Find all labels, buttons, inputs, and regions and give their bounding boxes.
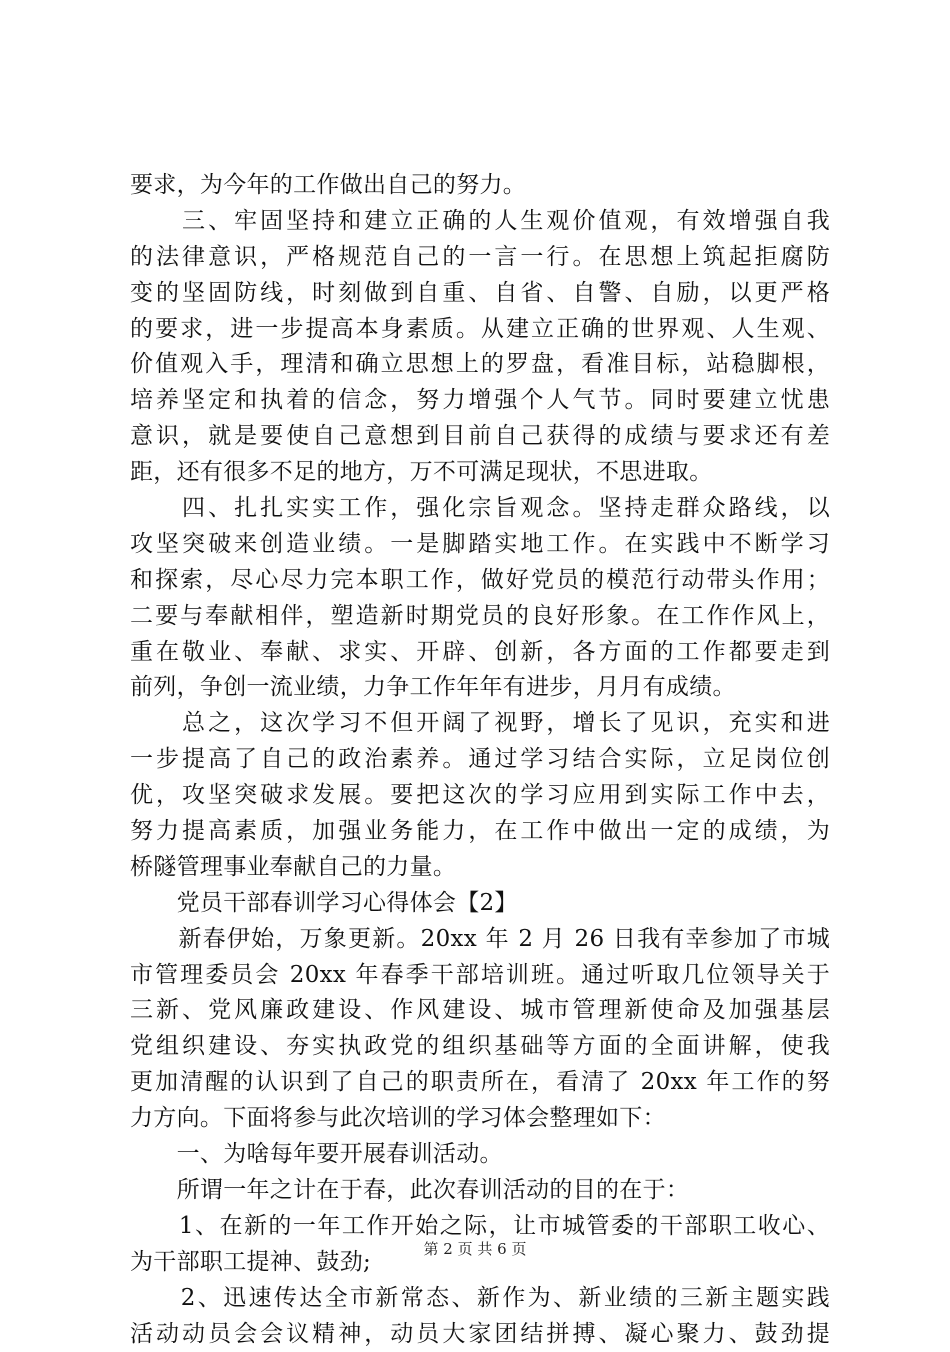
text-line: 攻坚突破来创造业绩。一是脚踏实地工作。在实践中不断学习 [130,527,830,563]
text-line: 为干部职工提神、鼓劲; [130,1245,830,1281]
text-line: 总之，这次学习不但开阔了视野，增长了见识，充实和进 [130,706,830,742]
text-line: 桥隧管理事业奉献自己的力量。 [130,850,830,886]
text-line: 所谓一年之计在于春，此次春训活动的目的在于： [130,1173,830,1209]
text-line: 2、迅速传达全市新常态、新作为、新业绩的三新主题实践 [130,1281,830,1317]
text-line: 距，还有很多不足的地方，万不可满足现状，不思进取。 [130,455,830,491]
text-line: 力方向。下面将参与此次培训的学习体会整理如下： [130,1101,830,1137]
text-line: 二要与奉献相伴，塑造新时期党员的良好形象。在工作作风上， [130,599,830,635]
text-line: 新春伊始，万象更新。20xx 年 2 月 26 日我有幸参加了市城 [130,922,830,958]
text-line: 意识，就是要使自己意想到目前自己获得的成绩与要求还有差 [130,419,830,455]
document-body [130,168,830,1352]
text-line: 三新、党风廉政建设、作风建设、城市管理新使命及加强基层 [130,993,830,1029]
text-line: 要求，为今年的工作做出自己的努力。 [130,168,830,204]
text-line: 市管理委员会 20xx 年春季干部培训班。通过听取几位领导关于 [130,958,830,994]
text-line: 变的坚固防线，时刻做到自重、自省、自警、自励，以更严格 [130,276,830,312]
text-line: 党组织建设、夯实执政党的组织基础等方面的全面讲解，使我 [130,1029,830,1065]
text-line: 党员干部春训学习心得体会【2】 [130,886,830,922]
text-line: 四、扎扎实实工作，强化宗旨观念。坚持走群众路线，以 [130,491,830,527]
text-line: 一步提高了自己的政治素养。通过学习结合实际，立足岗位创 [130,742,830,778]
text-line: 活动动员会会议精神，动员大家团结拼搏、凝心聚力、鼓劲提 [130,1317,830,1352]
text-line: 前列，争创一流业绩，力争工作年年有进步，月月有成绩。 [130,670,830,706]
text-line: 的要求，进一步提高本身素质。从建立正确的世界观、人生观、 [130,312,830,348]
text-line: 培养坚定和执着的信念，努力增强个人气节。同时要建立忧患 [130,383,830,419]
text-line: 价值观入手，理清和确立思想上的罗盘，看准目标，站稳脚根， [130,347,830,383]
text-line: 一、为啥每年要开展春训活动。 [130,1137,830,1173]
text-line: 优，攻坚突破求发展。要把这次的学习应用到实际工作中去， [130,778,830,814]
page-number-footer: 第 2 页 共 6 页 [0,1238,950,1259]
text-line: 三、牢固坚持和建立正确的人生观价值观，有效增强自我 [130,204,830,240]
text-line: 1、在新的一年工作开始之际，让市城管委的干部职工收心、 [130,1209,830,1245]
text-line: 的法律意识，严格规范自己的一言一行。在思想上筑起拒腐防 [130,240,830,276]
text-line: 努力提高素质，加强业务能力，在工作中做出一定的成绩，为 [130,814,830,850]
text-line: 和探索，尽心尽力完本职工作，做好党员的模范行动带头作用； [130,563,830,599]
text-line: 更加清醒的认识到了自己的职责所在，看清了 20xx 年工作的努 [130,1065,830,1101]
text-line: 重在敬业、奉献、求实、开辟、创新，各方面的工作都要走到 [130,635,830,671]
